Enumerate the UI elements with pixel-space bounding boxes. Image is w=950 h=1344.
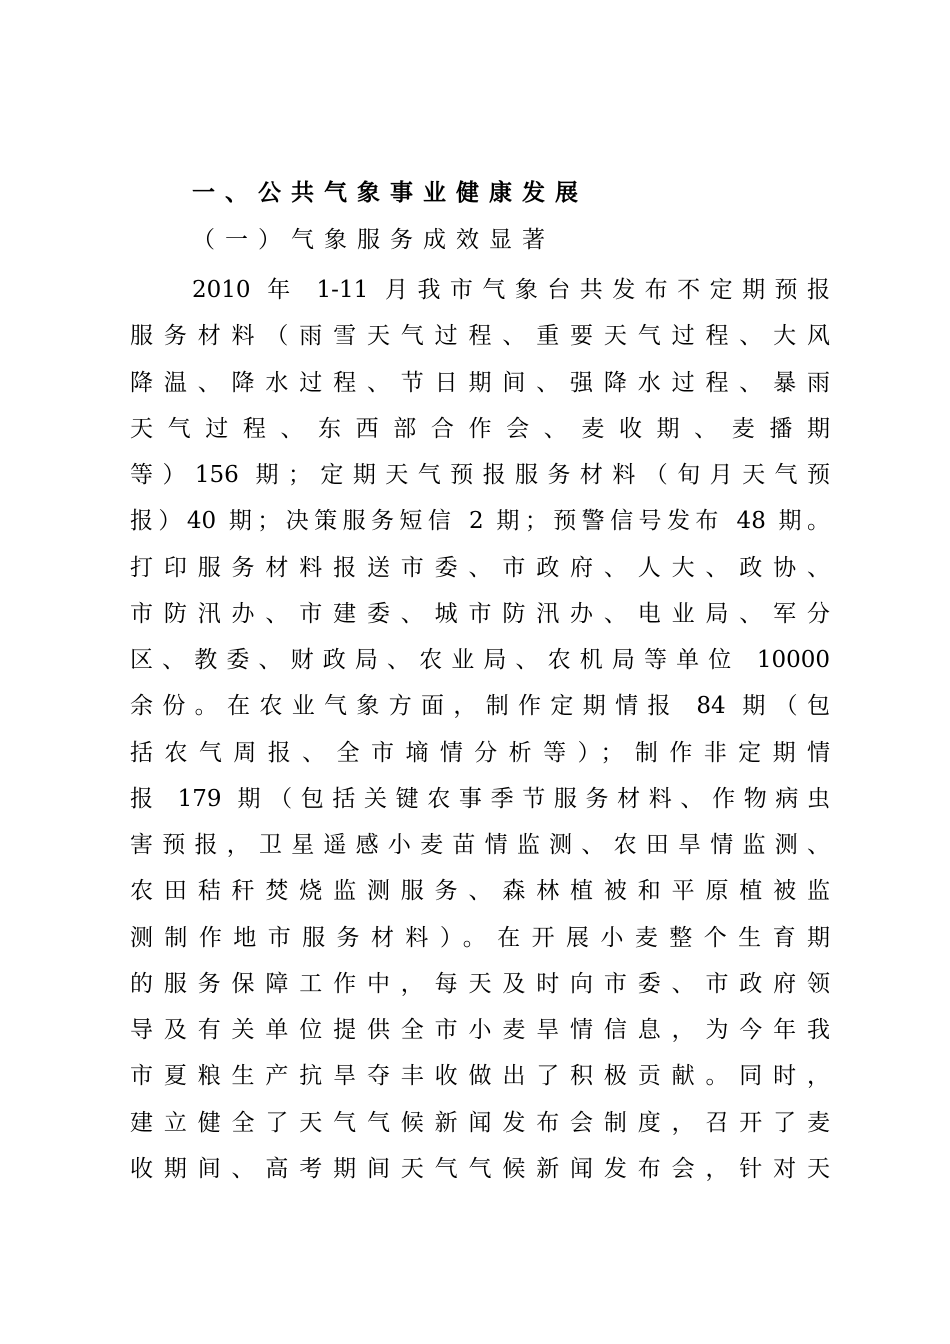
paragraph-line: 市防汛办、市建委、城市防汛办、电业局、军分 — [130, 600, 830, 627]
paragraph-line: 服务材料（雨雪天气过程、重要天气过程、大风 — [130, 323, 830, 350]
paragraph-line: 等）156 期；定期天气预报服务材料（旬月天气预 — [130, 462, 830, 488]
section-heading: 一、公共气象事业健康发展 — [192, 180, 588, 206]
paragraph-line: 的服务保障工作中，每天及时向市委、市政府领 — [130, 970, 830, 997]
paragraph-line: 建立健全了天气气候新闻发布会制度，召开了麦 — [130, 1109, 830, 1136]
paragraph-line: 收期间、高考期间天气气候新闻发布会，针对天 — [130, 1155, 830, 1182]
paragraph-line: 天气过程、东西部合作会、麦收期、麦播期 — [130, 415, 830, 442]
paragraph-line: 余份。在农业气象方面，制作定期情报 84 期（包 — [130, 693, 830, 720]
subsection-heading: （一）气象服务成效显著 — [192, 227, 555, 253]
paragraph-line: 降温、降水过程、节日期间、强降水过程、暴雨 — [130, 369, 830, 396]
paragraph-line: 区、教委、财政局、农业局、农机局等单位 10000 — [130, 647, 830, 673]
paragraph-line: 打印服务材料报送市委、市政府、人大、政协、 — [130, 554, 830, 581]
paragraph-line: 报）40 期；决策服务短信 2 期；预警信号发布 48 期。 — [130, 508, 830, 535]
paragraph-line: 括农气周报、全市墒情分析等）；制作非定期情 — [130, 739, 830, 766]
paragraph-line: 测制作地市服务材料）。在开展小麦整个生育期 — [130, 924, 830, 951]
paragraph-line: 农田秸秆焚烧监测服务、森林植被和平原植被监 — [130, 878, 830, 905]
paragraph-line: 报 179 期（包括关键农事季节服务材料、作物病虫 — [130, 785, 830, 812]
paragraph-line: 导及有关单位提供全市小麦旱情信息，为今年我 — [130, 1017, 830, 1043]
paragraph-line: 害预报，卫星遥感小麦苗情监测、农田旱情监测、 — [130, 832, 830, 858]
body-paragraph — [130, 267, 830, 1192]
paragraph-line: 市夏粮生产抗旱夺丰收做出了积极贡献。同时， — [130, 1063, 830, 1090]
paragraph-line: 2010 年 1-11 月我市气象台共发布不定期预报 — [192, 277, 830, 303]
